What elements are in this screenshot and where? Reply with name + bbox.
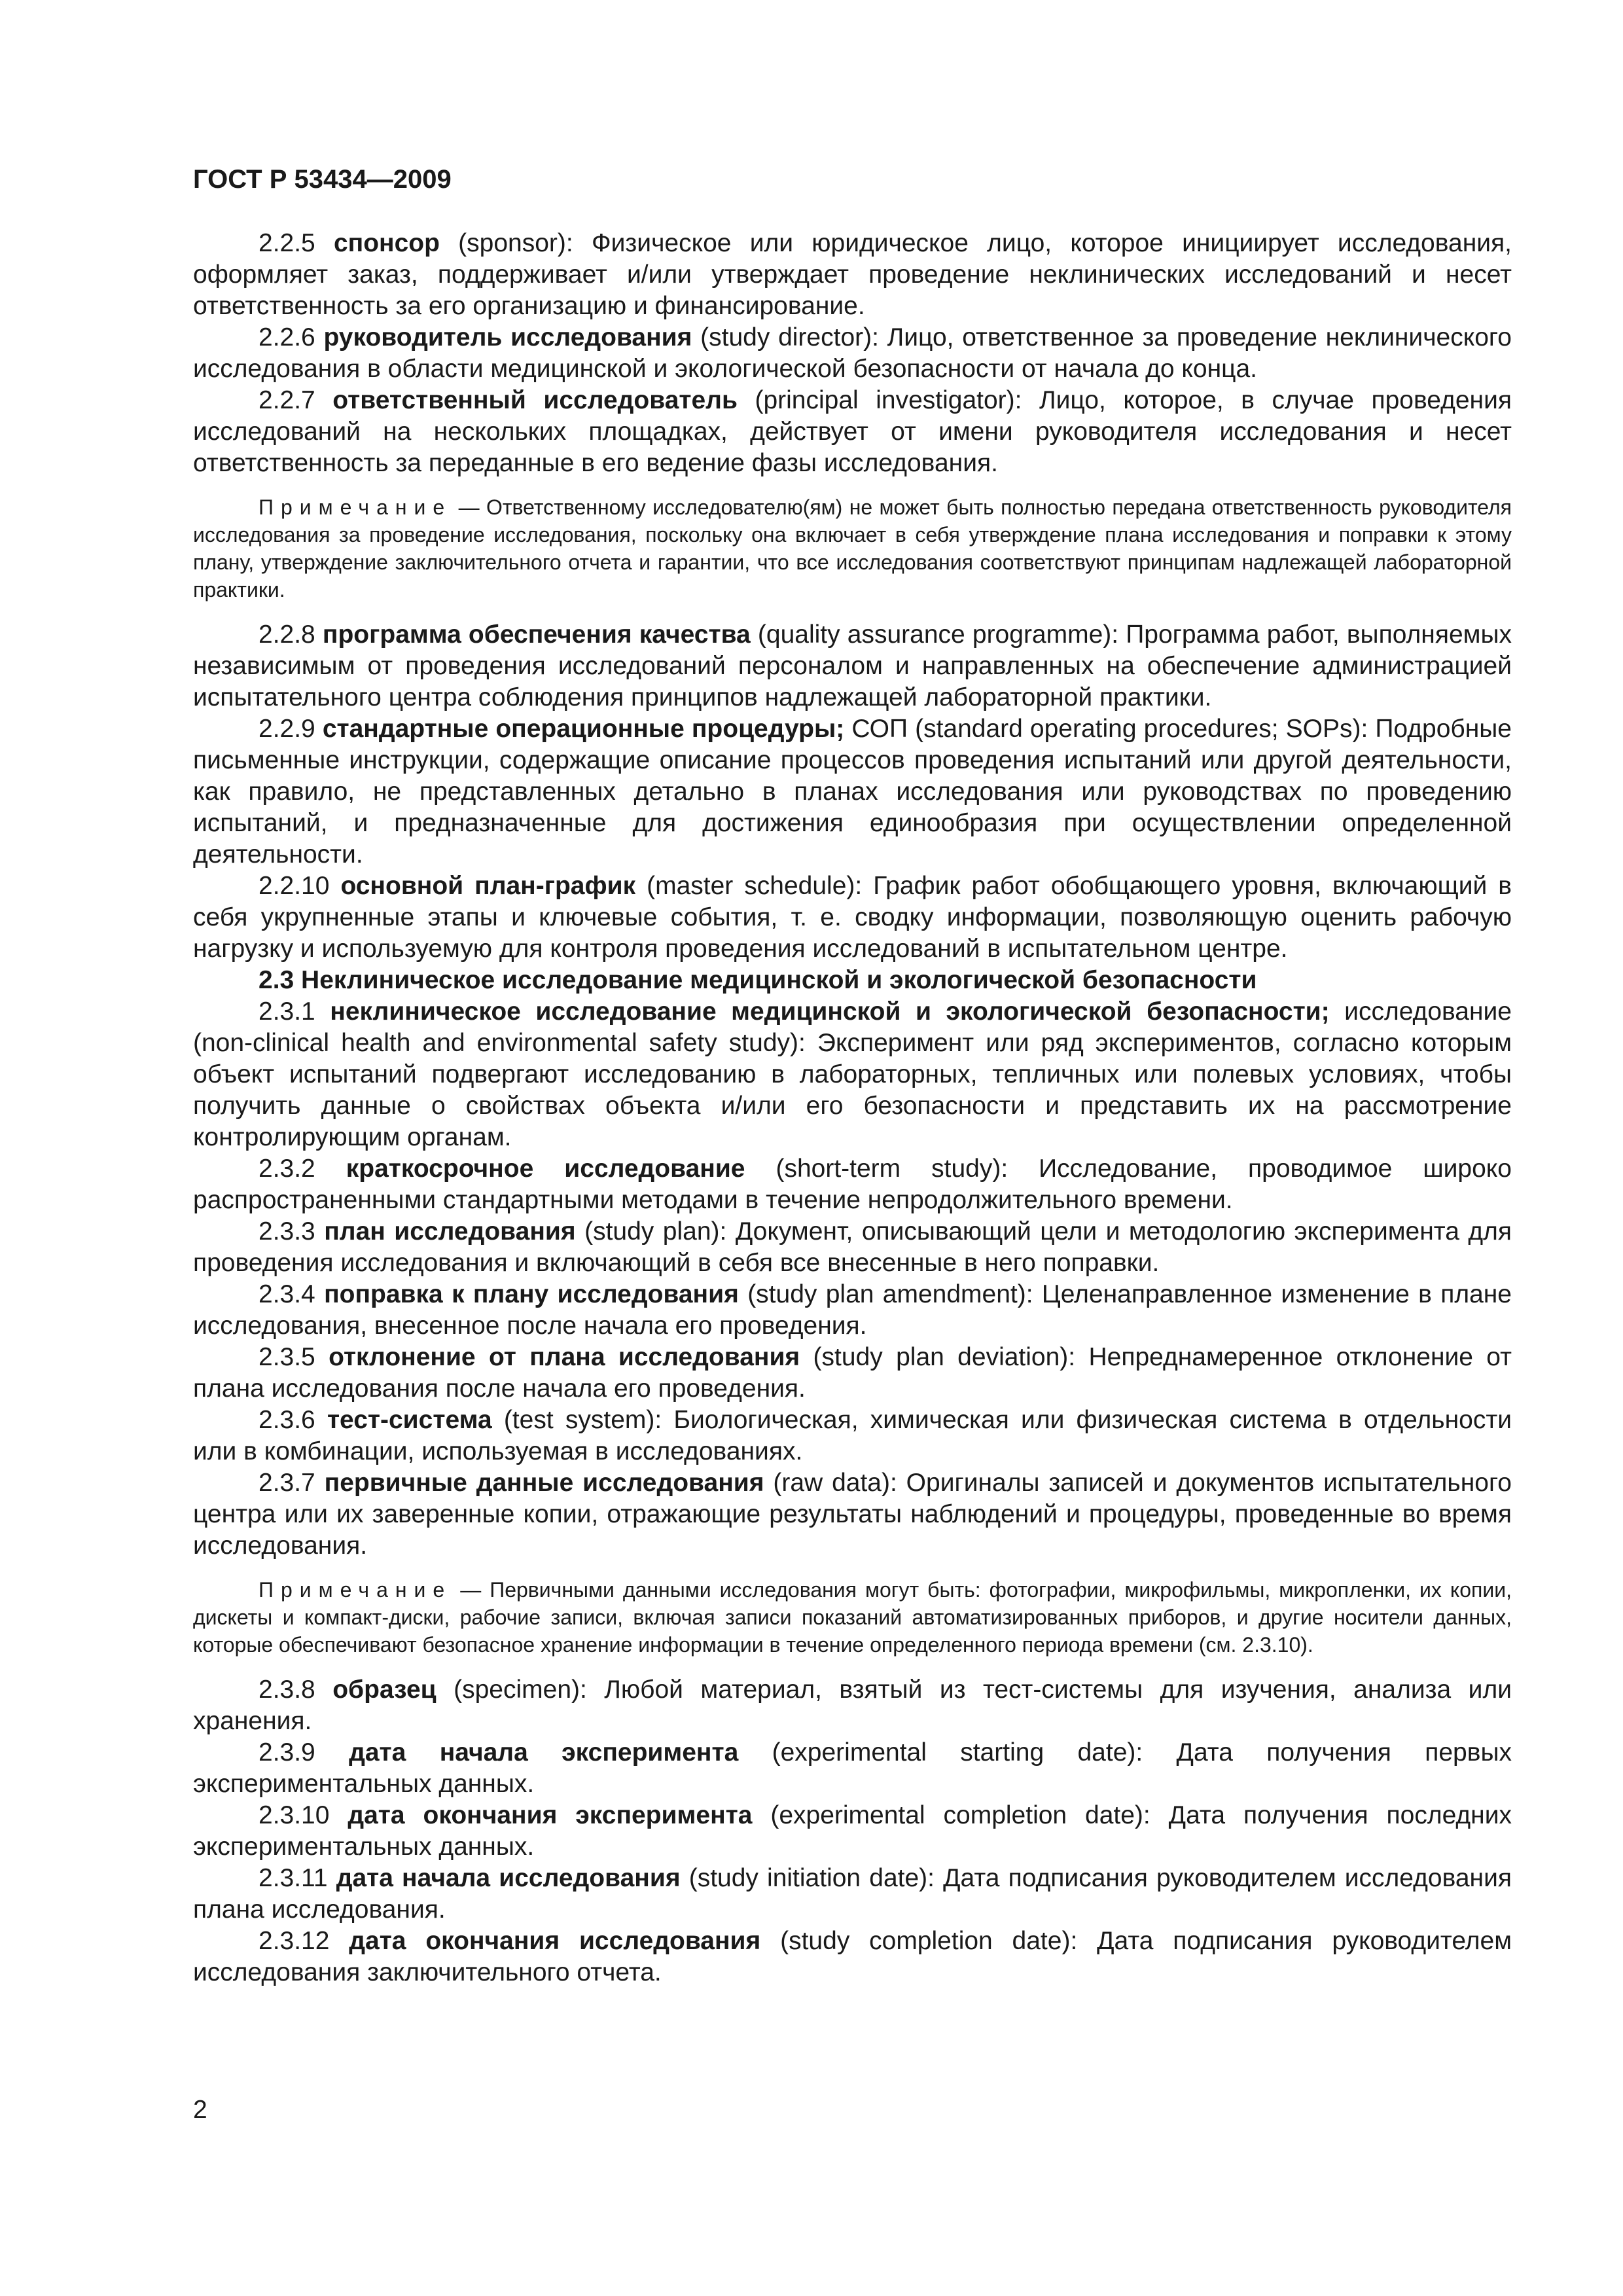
definition-text: (quality assurance programme): Программа работ, выполняемых независимым от проведения исследований персоналом и направленных на обеспечение администрацией испытательного центра соблюдения принципов надлежащей лабораторной практики.	[193, 620, 1512, 711]
term: краткосрочное исследование	[346, 1155, 745, 1183]
note-label: Примечание	[259, 495, 452, 519]
section-heading-2-3: 2.3 Неклиническое исследование медицинской и экологической безопасности	[259, 966, 1257, 994]
definition-2-3-9	[193, 1737, 1512, 1800]
definition-2-2-9	[193, 713, 1512, 870]
definition-text: (test system): Биологическая, химическая или физическая система в отдельности или в комбинации, используемая в исследованиях.	[193, 1406, 1512, 1465]
definition-text: (study plan): Документ, описывающий цели и методологию эксперимента для проведения исследования и включающий в себя все внесенные в него поправки.	[193, 1217, 1512, 1277]
definition-2-2-7	[193, 385, 1512, 479]
definition-text: (study initiation date): Дата подписания руководителем исследования плана исследования.	[193, 1864, 1512, 1924]
clause-number: 2.2.5	[259, 229, 315, 257]
definition-text: (master schedule): График работ обобщающего уровня, включающий в себя укрупненные этапы и ключевые события, т. е. сводку информации, позволяющую оценить рабочую нагрузку и используемую для контроля проведения исследований в испытательном центре.	[193, 872, 1512, 963]
definition-text: (study plan amendment): Целенаправленное изменение в плане исследования, внесенное после начала его проведения.	[193, 1280, 1512, 1340]
page-number: 2	[193, 2096, 207, 2124]
term: ответственный исследователь	[332, 386, 738, 414]
term: дата окончания эксперимента	[348, 1801, 753, 1829]
term: образец	[332, 1676, 437, 1704]
term: программа обеспечения качества	[322, 620, 751, 649]
definition-2-2-8	[193, 619, 1512, 713]
term: основной план-график	[340, 872, 636, 900]
clause-number: 2.2.10	[259, 872, 330, 900]
term: спонсор	[333, 229, 440, 257]
definition-text: (specimen): Любой материал, взятый из тест-системы для изучения, анализа или хранения.	[193, 1676, 1512, 1735]
clause-number: 2.2.9	[259, 715, 315, 743]
term: дата начала исследования	[336, 1864, 681, 1892]
definition-2-3-2	[193, 1153, 1512, 1216]
term: дата окончания исследования	[349, 1927, 761, 1955]
definition-2-2-5	[193, 228, 1512, 322]
term: тест-система	[327, 1406, 492, 1434]
definition-text: исследование (non-clinical health and environmental safety study): Эксперимент или ряд экспериментов, согласно которым объект испытаний подвергают исследованию в лабораторных, тепличных или полевых условиях, чтобы получить данные о свойствах объекта и/или его безопасности и представить их на рассмотрение контролирующим органам.	[193, 997, 1512, 1151]
document-body	[193, 228, 1512, 1988]
clause-number: 2.3.12	[259, 1927, 330, 1955]
clause-number: 2.2.6	[259, 323, 315, 351]
clause-number: 2.3.7	[259, 1469, 315, 1497]
definition-text: (study completion date): Дата подписания руководителем исследования заключительного отчета.	[193, 1927, 1512, 1986]
term: поправка к плану исследования	[324, 1280, 739, 1308]
term: руководитель исследования	[323, 323, 692, 351]
clause-number: 2.3.10	[259, 1801, 330, 1829]
clause-number: 2.2.8	[259, 620, 315, 649]
definition-2-3-3	[193, 1216, 1512, 1279]
note-label: Примечание	[259, 1578, 452, 1602]
term: дата начала эксперимента	[349, 1738, 739, 1767]
term: стандартные операционные процедуры;	[322, 715, 845, 743]
clause-number: 2.3.8	[259, 1676, 315, 1704]
definition-2-3-4	[193, 1279, 1512, 1342]
definition-text: (study director): Лицо, ответственное за проведение неклинического исследования в области медицинской и экологической безопасности от начала до конца.	[193, 323, 1512, 383]
term: план исследования	[324, 1217, 576, 1246]
clause-number: 2.3.3	[259, 1217, 315, 1246]
definition-text: (experimental starting date): Дата получения первых экспериментальных данных.	[193, 1738, 1512, 1798]
definition-2-3-10	[193, 1800, 1512, 1863]
clause-number: 2.3.5	[259, 1343, 315, 1371]
clause-number: 2.3.4	[259, 1280, 315, 1308]
definition-2-3-11	[193, 1863, 1512, 1926]
definition-text: (principal investigator): Лицо, которое, в случае проведения исследований на нескольких площадках, действует от имени руководителя исследования и несет ответственность за переданные в его ведение фазы исследования.	[193, 386, 1512, 477]
definition-2-2-6	[193, 322, 1512, 385]
note-text: — Первичными данными исследования могут быть: фотографии, микрофильмы, микропленки, их копии, дискеты и компакт-диски, рабочие записи, включая записи показаний автоматизированных приборов, и другие носители данных, которые обеспечивают безопасное хранение информации в течение определенного периода времени (см. 2.3.10).	[193, 1578, 1512, 1657]
definition-text: (sponsor): Физическое или юридическое лицо, которое инициирует исследования, оформляет заказ, поддерживает и/или утверждает проведение неклинических исследований и несет ответственность за его организацию и финансирование.	[193, 229, 1512, 320]
clause-number: 2.2.7	[259, 386, 315, 414]
note-text: — Ответственному исследователю(ям) не может быть полностью передана ответственность руководителя исследования за проведение исследования, поскольку она включает в себя утверждение плана исследования и поправки к этому плану, утверждение заключительного отчета и гарантии, что все исследования соответствуют принципам надлежащей лабораторной практики.	[193, 495, 1512, 601]
definition-text: (experimental completion date): Дата получения последних экспериментальных данных.	[193, 1801, 1512, 1861]
definition-2-2-10	[193, 870, 1512, 965]
definition-text: (short-term study): Исследование, проводимое широко распространенными стандартными методами в течение непродолжительного времени.	[193, 1155, 1512, 1214]
definition-text: (raw data): Оригиналы записей и документов испытательного центра или их заверенные копии, отражающие результаты наблюдений и процедуры, проведенные во время исследования.	[193, 1469, 1512, 1560]
note-2-2-7	[193, 493, 1512, 603]
definition-2-3-8	[193, 1674, 1512, 1737]
definition-text: СОП (standard operating procedures; SOPs): Подробные письменные инструкции, содержащие описание процессов проведения испытаний или другой деятельности, как правило, не представленных детально в планах исследования или руководствах по проведению испытаний, и предназначенные для достижения единообразия при осуществлении определенной деятельности.	[193, 715, 1512, 869]
clause-number: 2.3.1	[259, 997, 315, 1026]
clause-number: 2.3.6	[259, 1406, 315, 1434]
clause-number: 2.3.2	[259, 1155, 315, 1183]
note-2-3-7	[193, 1576, 1512, 1659]
document-header: ГОСТ Р 53434—2009	[193, 165, 452, 194]
definition-2-3-5	[193, 1342, 1512, 1405]
clause-number: 2.3.11	[259, 1864, 328, 1892]
term: отклонение от плана исследования	[329, 1343, 800, 1371]
definition-2-3-12	[193, 1926, 1512, 1988]
term: первичные данные исследования	[324, 1469, 764, 1497]
definition-text: (study plan deviation): Непреднамеренное отклонение от плана исследования после начала его проведения.	[193, 1343, 1512, 1403]
term: неклиническое исследование медицинской и экологической безопасности;	[330, 997, 1330, 1026]
definition-2-3-7	[193, 1467, 1512, 1562]
definition-2-3-1	[193, 996, 1512, 1153]
clause-number: 2.3.9	[259, 1738, 315, 1767]
definition-2-3-6	[193, 1405, 1512, 1467]
